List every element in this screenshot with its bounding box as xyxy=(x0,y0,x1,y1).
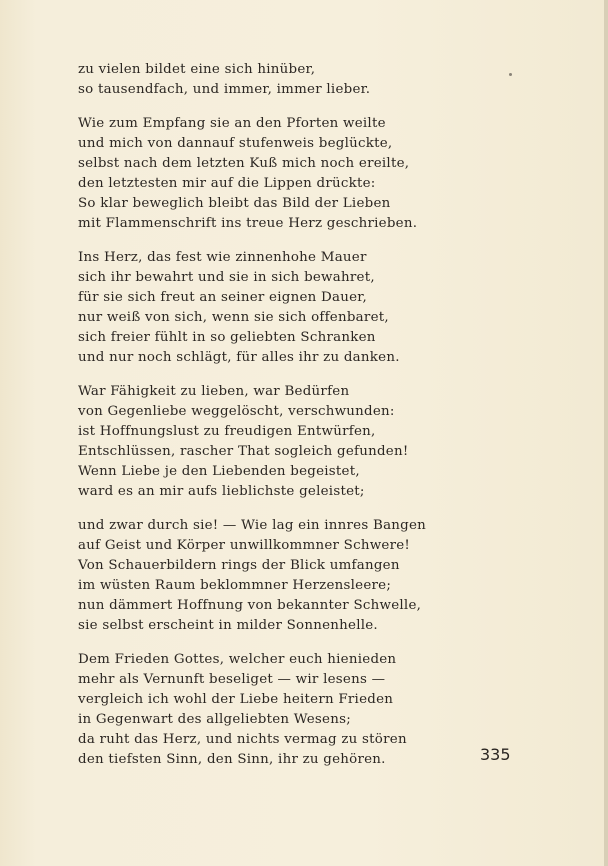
page-number: 335 xyxy=(480,745,511,764)
poem-line: Wenn Liebe je den Liebenden begeistet, xyxy=(78,464,360,479)
stanza xyxy=(78,114,518,234)
poem-text xyxy=(78,60,518,784)
poem-line: in Gegenwart des allgeliebten Wesens; xyxy=(78,712,351,727)
poem-line: Wie zum Empfang sie an den Pforten weilte xyxy=(78,116,386,131)
stanza xyxy=(78,516,518,636)
poem-line: Dem Frieden Gottes, welcher euch hienieden xyxy=(78,652,397,667)
poem-line: so tausendfach, und immer, immer lieber. xyxy=(78,82,371,97)
poem-line: und nur noch schlägt, für alles ihr zu danken. xyxy=(78,350,400,365)
stanza xyxy=(78,650,518,770)
poem-line: Entschlüssen, rascher That sogleich gefunden! xyxy=(78,444,409,459)
poem-line: sich freier fühlt in so geliebten Schranken xyxy=(78,330,376,345)
poem-line: Von Schauerbildern rings der Blick umfangen xyxy=(78,558,400,573)
poem-line: So klar beweglich bleibt das Bild der Lieben xyxy=(78,196,391,211)
poem-line: den letztesten mir auf die Lippen drückte: xyxy=(78,176,376,191)
poem-line: vergleich ich wohl der Liebe heitern Frieden xyxy=(78,692,394,707)
poem-line: sie selbst erscheint in milder Sonnenhelle. xyxy=(78,618,378,633)
poem-line: ist Hoffnungslust zu freudigen Entwürfen, xyxy=(78,424,376,439)
stanza xyxy=(78,382,518,502)
poem-line: Ins Herz, das fest wie zinnenhohe Mauer xyxy=(78,250,367,265)
poem-line: im wüsten Raum beklommner Herzensleere; xyxy=(78,578,392,593)
poem-line: War Fähigkeit zu lieben, war Bedürfen xyxy=(78,384,350,399)
poem-line: auf Geist und Körper unwillkommner Schwere! xyxy=(78,538,411,553)
poem-line: von Gegenliebe weggelöscht, verschwunden: xyxy=(78,404,395,419)
poem-line: da ruht das Herz, und nichts vermag zu stören xyxy=(78,732,407,747)
page-edge xyxy=(604,0,608,866)
poem-line: ward es an mir aufs lieblichste geleistet; xyxy=(78,484,365,499)
stanza xyxy=(78,248,518,368)
poem-line: zu vielen bildet eine sich hinüber, xyxy=(78,62,316,77)
poem-line: mit Flammenschrift ins treue Herz geschrieben. xyxy=(78,216,418,231)
stanza xyxy=(78,60,518,100)
poem-line: nun dämmert Hoffnung von bekannter Schwelle, xyxy=(78,598,422,613)
poem-line: sich ihr bewahrt und sie in sich bewahret, xyxy=(78,270,375,285)
poem-line: mehr als Vernunft beseliget — wir lesens — xyxy=(78,672,386,687)
poem-line: nur weiß von sich, wenn sie sich offenbaret, xyxy=(78,310,389,325)
poem-line: für sie sich freut an seiner eignen Dauer, xyxy=(78,290,367,305)
poem-line: den tiefsten Sinn, den Sinn, ihr zu gehören. xyxy=(78,752,386,767)
poem-line: und mich von dannauf stufenweis beglückte, xyxy=(78,136,393,151)
poem-line: selbst nach dem letzten Kuß mich noch ereilte, xyxy=(78,156,410,171)
poem-line: und zwar durch sie! — Wie lag ein innres Bangen xyxy=(78,518,427,533)
